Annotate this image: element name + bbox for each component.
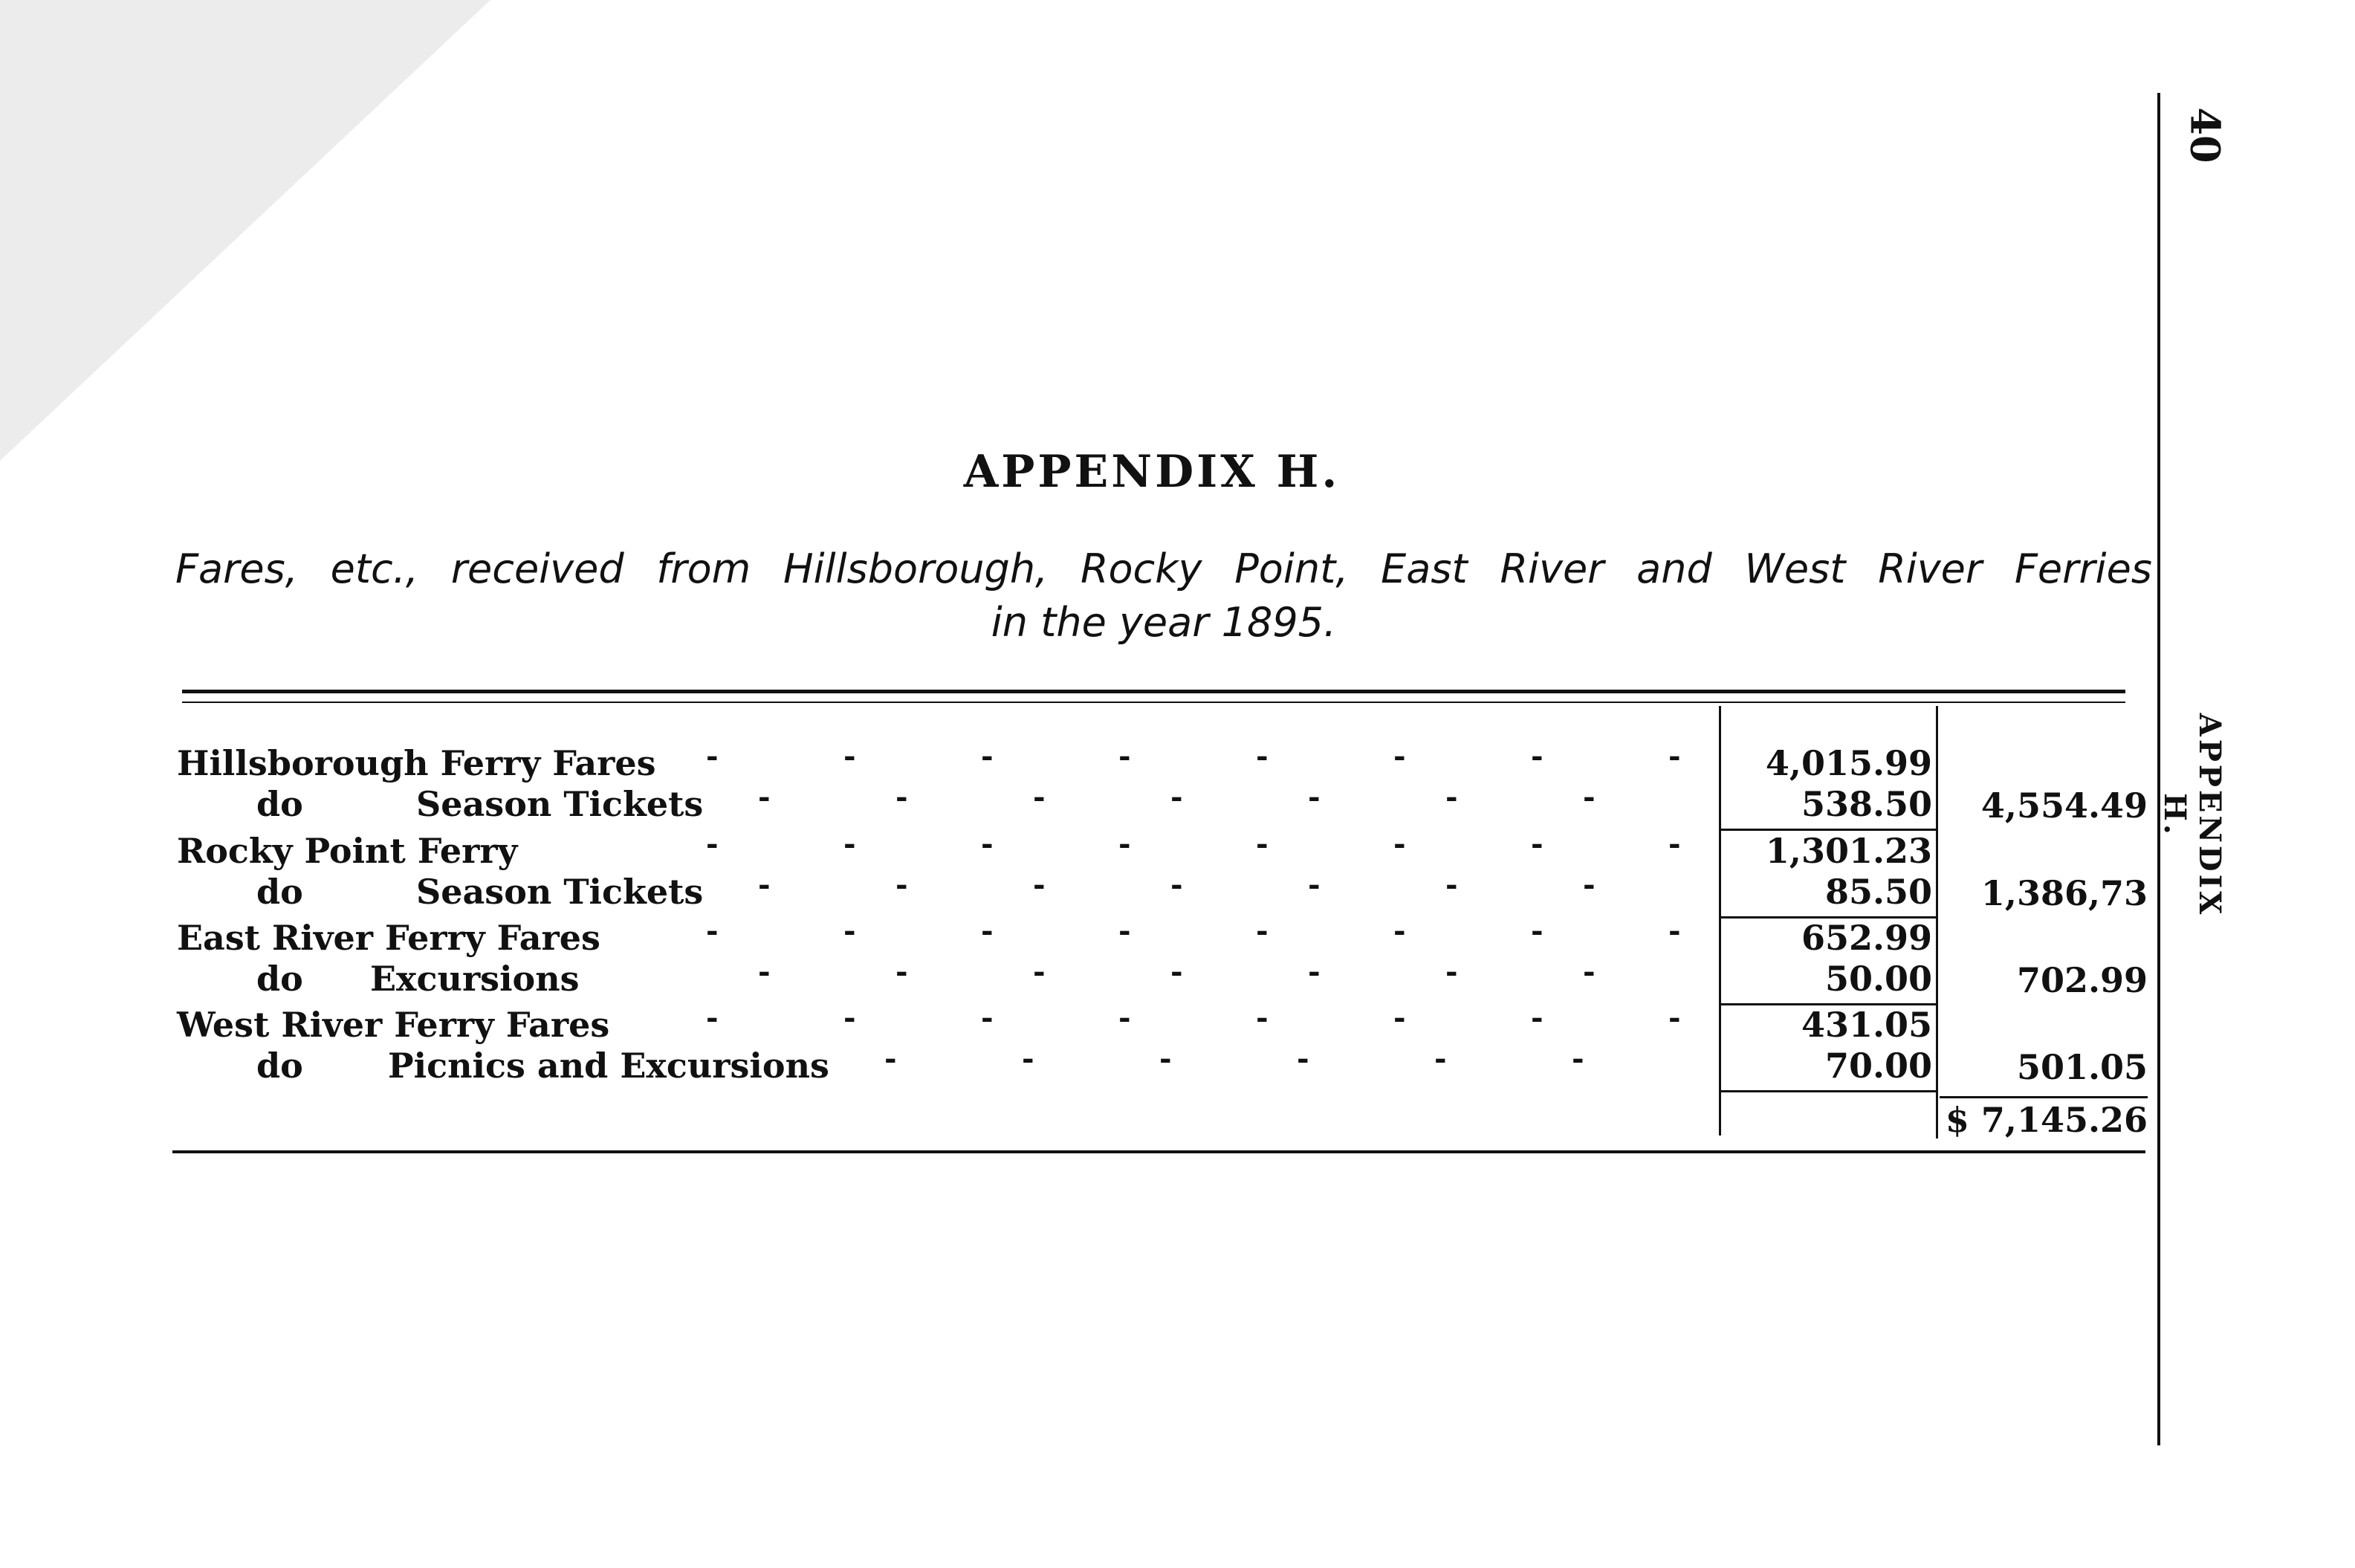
dot-leader: - [758, 780, 771, 814]
row-amount: 431.05 [1801, 1005, 1932, 1045]
dot-leader: - [706, 739, 719, 774]
subtitle-word: West [1744, 545, 1846, 592]
dot-leader: - [1170, 867, 1183, 902]
row-amount: 1,301.23 [1765, 831, 1932, 871]
dot-leader: - [1022, 1041, 1034, 1076]
row-sublabel: Season Tickets [416, 872, 704, 912]
dot-leader: - [1308, 954, 1321, 989]
subtitle-word: Rocky [1080, 545, 1202, 592]
row-subtotal: 702.99 [2016, 960, 2148, 1000]
dot-leader: - [981, 739, 994, 774]
dot-leader: - [884, 1041, 897, 1076]
dot-leader: - [1256, 739, 1269, 774]
dot-leader: - [1170, 954, 1183, 989]
subtitle-word: from [656, 545, 751, 592]
dot-leader: - [758, 867, 771, 902]
dot-leader: - [1668, 1000, 1681, 1035]
row-subtotal: 4,554.49 [1980, 785, 2148, 826]
row-label: do [256, 872, 303, 912]
dot-leader: - [1668, 913, 1681, 948]
dot-leader: - [706, 1000, 719, 1035]
dot-leader: - [1531, 826, 1543, 861]
subtitle-line-2: in the year 1895. [991, 599, 1337, 646]
subtotal-rule [1721, 1090, 1936, 1092]
dot-leader: - [758, 954, 771, 989]
grand-total: $ 7,145.26 [1945, 1100, 2148, 1140]
dot-leader: - [1256, 913, 1269, 948]
subtitle-word: received [450, 545, 624, 592]
row-amount: 50.00 [1824, 959, 1932, 999]
subtitle-word: Hillsborough, [783, 545, 1049, 592]
row-sublabel: Excursions [370, 959, 580, 999]
row-label: East River Ferry Fares [177, 918, 600, 958]
dot-leader: - [1434, 1041, 1447, 1076]
dot-leader: - [895, 780, 908, 814]
subtitle-word: Point, [1234, 545, 1349, 592]
dot-leader: - [1118, 826, 1131, 861]
dot-leader: - [843, 1000, 856, 1035]
dot-leader: - [1170, 780, 1183, 814]
row-label: Hillsborough Ferry Fares [177, 743, 656, 783]
row-subtotal: 1,386,73 [1980, 873, 2148, 913]
row-amount: 652.99 [1801, 918, 1932, 958]
table-bottom-rule [172, 1150, 2145, 1153]
dot-leader: - [1445, 780, 1458, 814]
table-top-rule [182, 690, 2125, 693]
row-sublabel: Picnics and Excursions [388, 1046, 829, 1086]
dot-leader: - [843, 739, 856, 774]
row-label: do [256, 784, 303, 824]
dot-leader: - [1118, 739, 1131, 774]
dot-leader: - [1118, 1000, 1131, 1035]
total-rule [1940, 1096, 2148, 1098]
row-amount: 85.50 [1824, 872, 1932, 912]
row-label: do [256, 959, 303, 999]
subtitle-line-1 [175, 542, 2152, 596]
subtotal-column-rule [1936, 706, 1938, 1138]
dot-leader: - [1393, 826, 1406, 861]
dot-leader: - [1531, 739, 1543, 774]
subtitle-word: etc., [330, 545, 419, 592]
dot-leader: - [1668, 826, 1681, 861]
row-amount: 4,015.99 [1765, 743, 1932, 783]
page-title: APPENDIX H. [963, 446, 1341, 498]
dot-leader: - [1033, 954, 1046, 989]
dot-leader: - [1297, 1041, 1309, 1076]
dot-leader: - [1393, 1000, 1406, 1035]
subtitle [175, 542, 2152, 649]
dot-leader: - [895, 867, 908, 902]
dot-leader: - [981, 1000, 994, 1035]
row-sublabel: Season Tickets [416, 784, 704, 824]
subtitle-word: Ferries [2014, 545, 2152, 592]
dot-leader: - [1583, 867, 1596, 902]
subtitle-word: River [1878, 545, 1983, 592]
table-top-rule-thin [182, 702, 2125, 703]
row-label: do [256, 1046, 303, 1086]
subtitle-word: East [1381, 545, 1468, 592]
dot-leader: - [706, 826, 719, 861]
dot-leader: - [1033, 867, 1046, 902]
dot-leader: - [706, 913, 719, 948]
dot-leader: - [1583, 780, 1596, 814]
dot-leader: - [1308, 867, 1321, 902]
row-label: Rocky Point Ferry [177, 831, 518, 871]
row-subtotal: 501.05 [2016, 1047, 2148, 1087]
row-label: West River Ferry Fares [177, 1005, 610, 1045]
dot-leader: - [1445, 954, 1458, 989]
running-head: APPENDIX H. [2157, 713, 2227, 918]
dot-leader: - [1572, 1041, 1584, 1076]
dot-leader: - [981, 826, 994, 861]
dot-leader: - [981, 913, 994, 948]
dot-leader: - [1118, 913, 1131, 948]
row-amount: 70.00 [1824, 1046, 1932, 1086]
page-number: 40 [2181, 107, 2229, 163]
dot-leader: - [1668, 739, 1681, 774]
subtitle-word: River [1500, 545, 1604, 592]
dot-leader: - [843, 826, 856, 861]
dot-leader: - [1531, 1000, 1543, 1035]
dot-leader: - [1308, 780, 1321, 814]
dot-leader: - [1159, 1041, 1172, 1076]
dot-leader: - [1531, 913, 1543, 948]
dot-leader: - [1033, 780, 1046, 814]
subtitle-word: and [1636, 545, 1712, 592]
row-amount: 538.50 [1801, 784, 1932, 824]
dot-leader: - [1393, 913, 1406, 948]
dot-leader: - [1256, 826, 1269, 861]
subtitle-word: Fares, [175, 545, 298, 592]
dot-leader: - [843, 913, 856, 948]
scan-shadow [0, 0, 490, 461]
dot-leader: - [1393, 739, 1406, 774]
dot-leader: - [1256, 1000, 1269, 1035]
dot-leader: - [1445, 867, 1458, 902]
dot-leader: - [1583, 954, 1596, 989]
amount-column-rule [1719, 706, 1721, 1135]
dot-leader: - [895, 954, 908, 989]
